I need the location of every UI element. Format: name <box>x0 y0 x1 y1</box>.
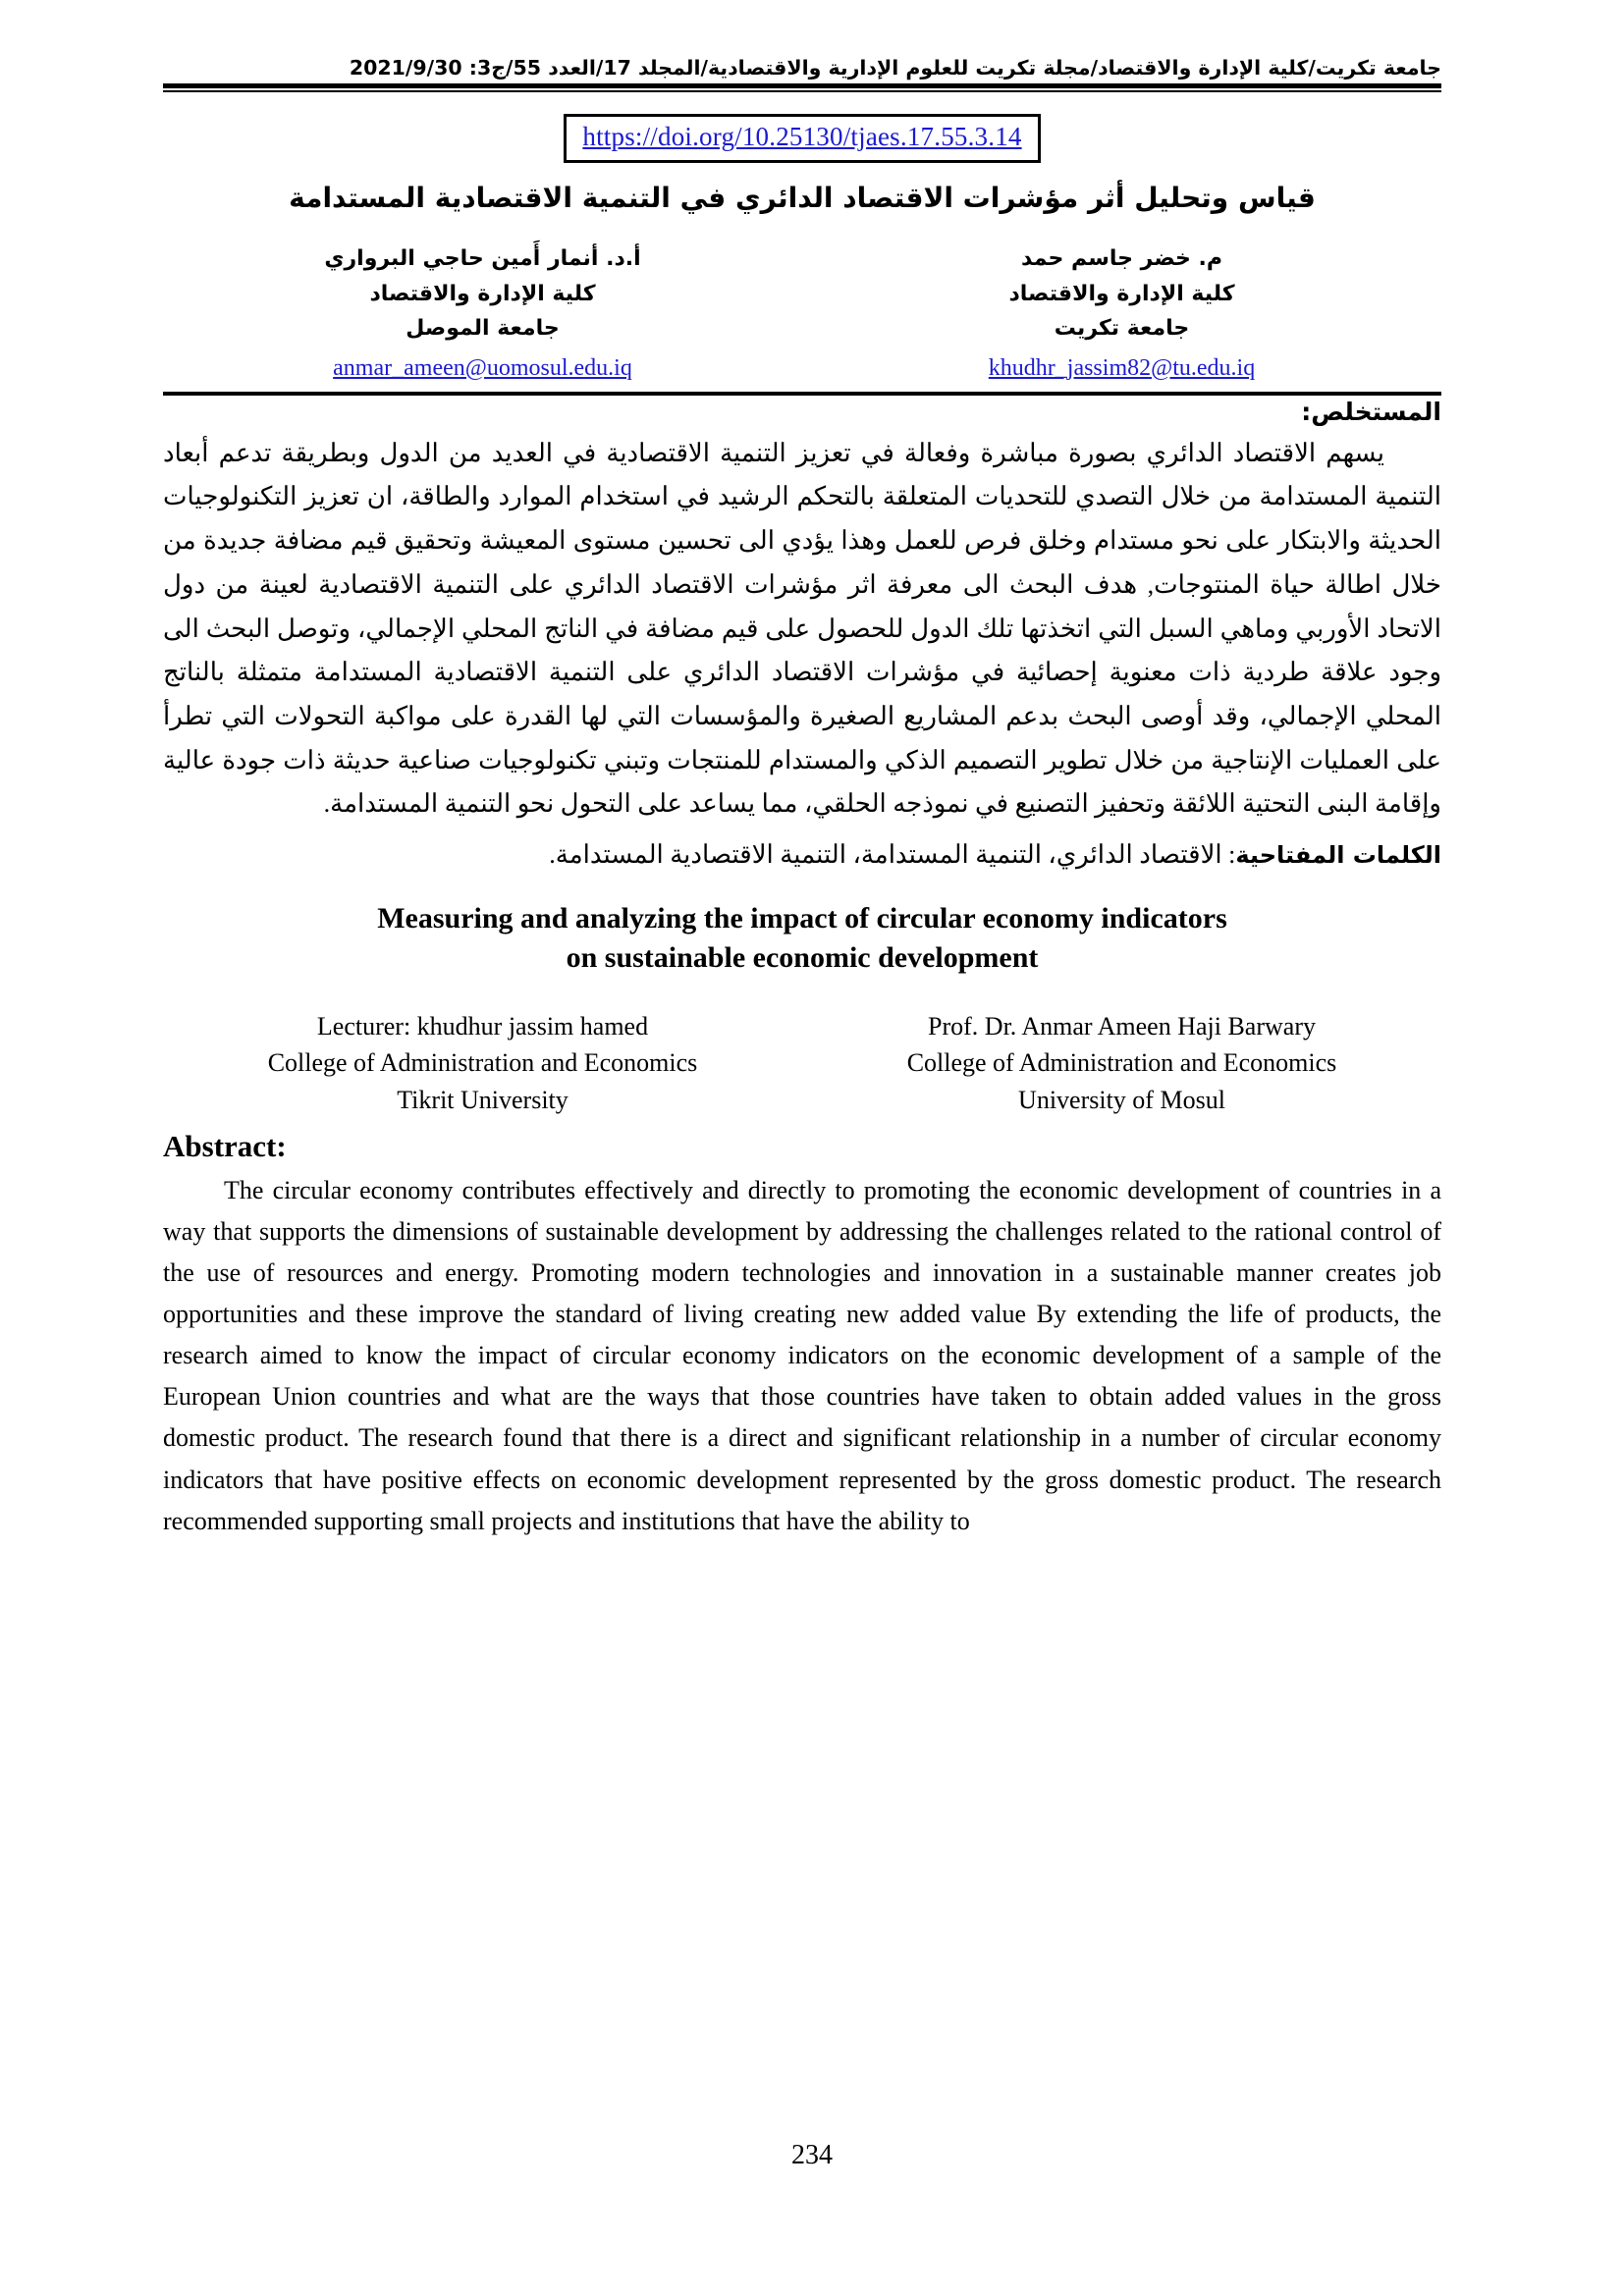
arabic-author-2 <box>163 241 802 388</box>
english-article-title <box>163 899 1441 979</box>
english-author-block <box>163 1008 1441 1119</box>
arabic-article-title: قياس وتحليل أثر مؤشرات الاقتصاد الدائري في التنمية الاقتصادية المستدامة <box>289 181 1316 214</box>
arabic-author-1-university: جامعة تكريت <box>1054 316 1190 342</box>
page-number: 234 <box>791 2140 833 2170</box>
english-author-2 <box>802 1008 1441 1119</box>
arabic-author-1-college: كلية الإدارة والاقتصاد <box>1008 281 1235 306</box>
arabic-keywords-label: الكلمات المفتاحية <box>1235 841 1441 870</box>
arabic-author-1 <box>802 241 1441 388</box>
english-author-1-college: College of Administration and Economics <box>267 1048 698 1078</box>
english-author-2-university: University of Mosul <box>1018 1086 1225 1115</box>
english-author-1-name: Lecturer: khudhur jassim hamed <box>316 1011 649 1041</box>
section-divider-rule <box>163 392 1441 396</box>
arabic-keywords-value: : الاقتصاد الدائري، التنمية المستدامة، التنمية الاقتصادية المستدامة. <box>549 840 1236 870</box>
running-head: جامعة تكريت/كلية الإدارة والاقتصاد/مجلة تكريت للعلوم الإدارية والاقتصادية/المجلد 17/العدد 55/ج3: 2021/9/30 <box>349 56 1441 80</box>
arabic-author-1-name: م. خضر جاسم حمد <box>1021 245 1222 271</box>
english-title-line-1: Measuring and analyzing the impact of circular economy indicators <box>377 901 1227 934</box>
doi-box <box>564 114 1040 163</box>
english-abstract-body: The circular economy contributes effectively and directly to promoting the economic development of countries in a way that supports the dimensions of sustainable development by addressing the challenges related to the rational control of the use of resources and energy. Promoting modern technologies and innovation in a sustainable manner creates job opportunities and these improve the standard of living creating new added value By extending the life of products, the research aimed to know the impact of circular economy indicators on the economic development of a sample of the European Union countries and what are the ways that those countries have taken to obtain added values in the gross domestic product. The research found that there is a direct and significant relationship in a number of circular economy indicators that have positive effects on economic development represented by the gross domestic product. The research recommended supporting small projects and institutions that have the ability to <box>163 1175 1441 1535</box>
arabic-abstract-body: يسهم الاقتصاد الدائري بصورة مباشرة وفعالة في تعزيز التنمية الاقتصادية في العديد من الدول وبطريقة تدعم أبعاد التنمية المستدامة من خلال التصدي للتحديات المتعلقة بالتحكم الرشيد في استخدام الموارد والطاقة، ان تعزيز التكنولوجيات الحديثة والابتكار على نحو مستدام وخلق فرص للعمل وهذا يؤدي الى تحسين مستوى المعيشة وتحقيق قيم مضافة جديدة من خلال اطالة حياة المنتوجات, هدف البحث الى معرفة اثر مؤشرات الاقتصاد الدائري على التنمية الاقتصادية لعينة من دول الاتحاد الأوربي وماهي السبل التي اتخذتها تلك الدول للحصول على قيم مضافة في الناتج المحلي الإجمالي، وتوصل البحث الى وجود علاقة طردية ذات معنوية إحصائية في مؤشرات الاقتصاد الدائري على التنمية الاقتصادية المستدامة متمثلة بالناتج المحلي الإجمالي، وقد أوصى البحث بدعم المشاريع الصغيرة والمؤسسات التي لها القدرة على مواكبة التحولات التي تطرأ على العمليات الإنتاجية من خلال تطوير التصميم الذكي والمستدام للمنتجات وتبني تكنولوجيات صناعية حديثة ذات جودة عالية وإقامة البنى التحتية اللائقة وتحفيز التصنيع في نموذجه الحلقي، مما يساعد على التحول نحو التنمية المستدامة. <box>163 438 1441 819</box>
arabic-author-2-college: كلية الإدارة والاقتصاد <box>369 281 596 306</box>
arabic-author-2-university: جامعة الموصل <box>406 316 560 342</box>
english-abstract-heading: Abstract: <box>163 1128 287 1163</box>
running-head-rule <box>163 83 1441 92</box>
english-author-1 <box>163 1008 802 1119</box>
arabic-author-1-email[interactable]: khudhr_jassim82@tu.edu.iq <box>988 354 1256 381</box>
english-author-1-university: Tikrit University <box>397 1086 568 1115</box>
english-title-line-2: on sustainable economic development <box>566 941 1039 975</box>
page-content <box>163 57 1441 1542</box>
arabic-abstract-heading: المستخلص: <box>1301 397 1441 426</box>
arabic-author-block <box>163 241 1441 388</box>
arabic-author-2-name: أ.د. أنمار أَمين حاجي البرواري <box>324 245 641 271</box>
doi-link[interactable]: https://doi.org/10.25130/tjaes.17.55.3.14 <box>582 121 1022 151</box>
doi-container <box>163 114 1441 163</box>
arabic-author-2-email[interactable]: anmar_ameen@uomosul.edu.iq <box>333 354 632 381</box>
english-author-2-name: Prof. Dr. Anmar Ameen Haji Barwary <box>928 1011 1316 1041</box>
arabic-keywords <box>163 834 1441 876</box>
english-author-2-college: College of Administration and Economics <box>906 1048 1337 1078</box>
